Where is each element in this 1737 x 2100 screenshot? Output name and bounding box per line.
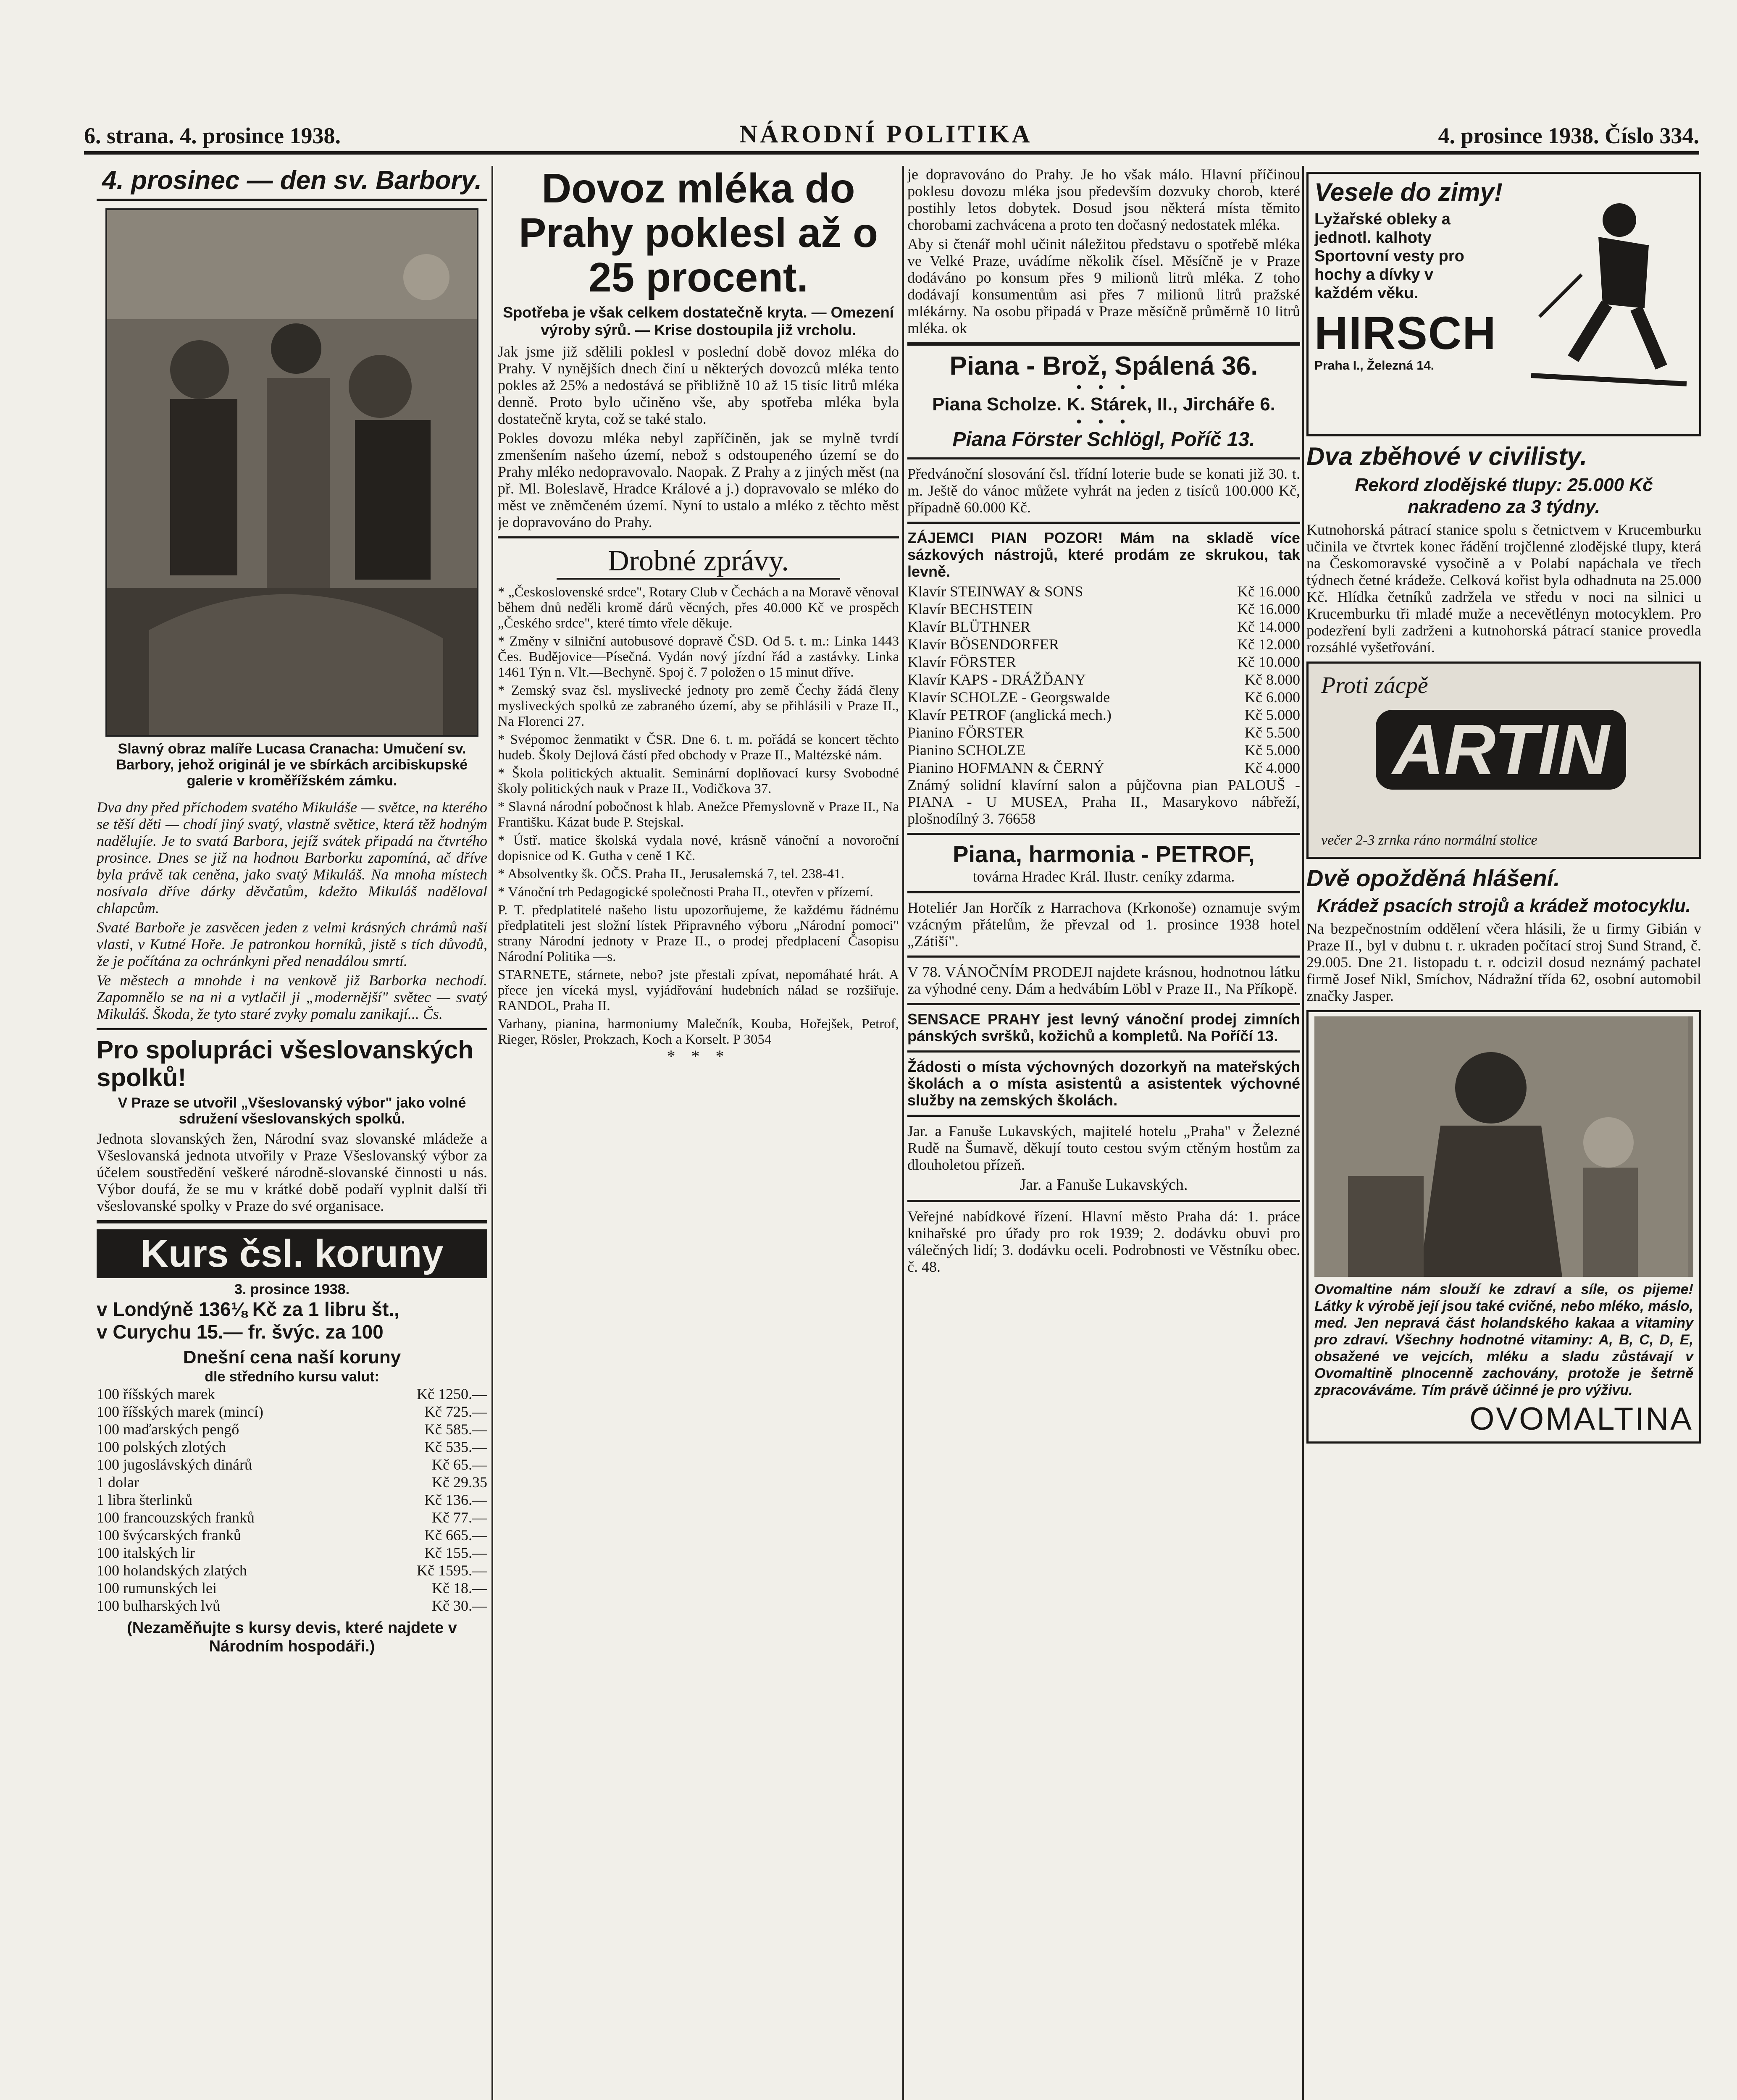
divider — [907, 1200, 1300, 1202]
price-row — [907, 741, 1300, 759]
short-news-item: * Svépomoc ženmatikt v ČSR. Dne 6. t. m. pořádá se koncert těchto hudeb. Školy Dejlová částí před obchody v Praze II., Maltézské nám. — [498, 732, 899, 763]
price-row-label: Klavír FÖRSTER — [907, 654, 1017, 670]
short-news-item: STARNETE, stárnete, nebo? jste přestali zpívat, nepomáhaté hrát. A přece jen víceká mysl, vyjádřování hudebních nálad se rozšiřuje. RANDOL, Praha II. — [498, 967, 899, 1013]
column-rule — [1302, 166, 1304, 2100]
price-row — [97, 1579, 487, 1597]
price-row-value: Kč 16.000 — [1237, 601, 1300, 617]
price-row-label: Pianino HOFMANN & ČERNÝ — [907, 759, 1105, 776]
price-row-label: Klavír SCHOLZE - Georgswalde — [907, 689, 1110, 706]
ovomaltine-illustration — [1314, 1016, 1693, 1277]
paragraph: Aby si čtenář mohl učinit náležitou představu o spotřebě mléka ve Velké Praze, uvádíme několik čísel. Měsíčně je v Praze dodáváno po konsum přes 9 milionů litrů mléka. Z toho dodávají konsumentům asi přes 7 milionů litrů pražské mlékárny. Na osobu připadá v Praze měsíčně průměrně 10 litrů mléka. ok — [907, 236, 1300, 336]
short-news-item: * Slavná národní pobočnost k hlab. Anežce Přemyslovně v Praze II., Na Františku. Kázat bude P. Stejskal. — [498, 799, 899, 830]
ad-hirsch — [1306, 172, 1701, 436]
piano-price-list — [907, 583, 1300, 777]
ad-public-tender: Veřejné nabídkové řízení. Hlavní město Praha dá: 1. práce knihařské pro úřady pro rok 1939; 2. dodávku obuvi pro válečných lidí; 3. dodávku oceli. Podrobnosti ve Věstníku obec. č. 48. — [907, 1208, 1300, 1275]
ad-ovomaltine-brand: OVOMALTINA — [1469, 1401, 1693, 1437]
price-row — [907, 653, 1300, 671]
paragraph: Pokles dovozu mléka nebyl zapříčiněn, jak se mylně tvrdí zmenšením našeho území, nebož s odstoupeného území se do Prahy mléko nedopravovalo. Naopak. Z Prahy a z jiných měst (na př. Ml. Boleslavě, Hradce Králové a j.) dopravovalo se mléko do měst ve zněmčeném území. Nyní to ustalo a mléko z těchto měst je dopravováno do Prahy. — [498, 430, 899, 530]
price-row — [907, 583, 1300, 600]
ad-christmas-sale: V 78. VÁNOČNÍM PRODEJI najdete krásnou, hodnotnou látku za výhodné ceny. Dám a hedvábím Löbl v Praze II., Na Příkopě. — [907, 963, 1300, 997]
short-news-item: * Změny v silniční autobusové dopravě ČSD. Od 5. t. m.: Linka 1443 Čes. Budějovice—Písečná. Vydán nový jízdní řád a zastávky. Linka 1461 Týn n. Vlt.—Bechyně. Spoj č. 7 položen o 15 minut dříve. — [498, 634, 899, 680]
skier-illustration — [1523, 191, 1691, 401]
article-subtitle-deserters: Rekord zlodějské tlupy: 25.000 Kč nakradeno za 3 týdny. — [1355, 475, 1653, 517]
price-row-value: Kč 18.— — [432, 1580, 487, 1596]
price-row-label: Klavír KAPS - DRÁŽĎANY — [907, 671, 1086, 688]
price-row — [907, 635, 1300, 653]
currency-table — [97, 1385, 487, 1614]
divider — [97, 1220, 487, 1223]
column-rule — [491, 166, 493, 2100]
short-news-item: * Škola politických aktualit. Seminární doplňovací kursy Svobodné školy politických nauk v Praze II., Vodičkova 37. — [498, 766, 899, 796]
ad-artin-logo: ARTIN — [1376, 710, 1626, 790]
masthead — [84, 120, 1699, 155]
ad-hirsch-text: Lyžařské obleky a jednotl. kalhoty Sportovní vesty pro hochy a dívky v každém věku. — [1314, 210, 1464, 302]
ad-lukavsky: Jar. a Fanuše Lukavských, majitelé hotelu „Praha" v Železné Rudě na Šumavě, děkují touto cestou svým ctěným hostům za dlouholetou přízeň. — [907, 1123, 1300, 1173]
divider — [907, 342, 1300, 346]
price-row-value: Kč 5.000 — [1245, 742, 1300, 759]
ad-dots: • • • — [1076, 378, 1132, 396]
price-row-label: 100 maďarských pengő — [97, 1421, 239, 1438]
ad-piano-footer: Známý solidní klavírní salon a půjčovna pian PALOUŠ - PIANA - U MUSEA, Praha II., Masarykovo nábřeží, plošnodílný 3. 76658 — [907, 777, 1300, 827]
price-row-label: Klavír BLÜTHNER — [907, 618, 1030, 635]
column-4 — [1306, 166, 1701, 2100]
short-news-item: Varhany, pianina, harmoniumy Malečník, Kouba, Hořejšek, Petrof, Rieger, Rösler, Prokzach, Koch a Korselt. P 3054 — [498, 1016, 899, 1047]
ad-piana-forster: Piana Förster Schlögl, Poříč 13. — [952, 428, 1255, 451]
price-row-label: 100 jugoslávských dinárů — [97, 1456, 252, 1473]
divider — [907, 1003, 1300, 1005]
currency-table-subtitle: dle středního kursu valut: — [205, 1369, 379, 1385]
price-row-value: Kč 12.000 — [1237, 636, 1300, 653]
zurich-rate: v Curychu 15.— fr. švýc. za 100 — [97, 1321, 384, 1343]
ad-piano-offer-intro: ZÁJEMCI PIAN POZOR! Mám na skladě více sázkových nástrojů, které prodám ze skrukou, tak levně. — [907, 529, 1300, 580]
photo-caption: Slavný obraz malíře Lucasa Cranacha: Umučení sv. Barbory, jehož originál je ve sbírkách arcibiskupské galerie v kroměřížském zámku. — [116, 741, 468, 789]
ad-sensace: SENSACE PRAHY jest levný vánoční prodej zimních pánských svršků, kožichů a kompletů. Na Poříčí 13. — [907, 1011, 1300, 1045]
divider — [907, 1115, 1300, 1117]
ad-artin — [1306, 662, 1701, 859]
currency-box-title: Kurs čsl. koruny — [97, 1229, 487, 1278]
price-row — [97, 1385, 487, 1403]
price-row-value: Kč 1250.— — [417, 1386, 487, 1402]
ad-hotel: Hoteliér Jan Horčík z Harrachova (Krkonoše) oznamuje svým vzácným přátelům, že převzal od 1. prosince 1938 hotel „Zátiší". — [907, 899, 1300, 950]
price-row-label: 100 rumunských lei — [97, 1580, 217, 1596]
price-row-label: 100 bulharských lvů — [97, 1597, 220, 1614]
short-news-item: * Absolventky šk. OČS. Praha II., Jerusalemská 7, tel. 238-41. — [498, 866, 844, 882]
price-row-value: Kč 65.— — [432, 1456, 487, 1473]
divider — [498, 536, 899, 538]
ad-piana-scholze: Piana Scholze. K. Stárek, II., Jircháře 6. — [932, 394, 1275, 415]
short-news-list — [498, 585, 899, 1047]
price-row-value: Kč 535.— — [424, 1438, 487, 1455]
price-row — [907, 618, 1300, 635]
column-rule — [902, 166, 904, 2100]
price-row-label: Klavír BÖSENDORFER — [907, 636, 1059, 653]
short-news-item: * Zemský svaz čsl. myslivecké jednoty pro země Čechy žádá členy mysliveckých spolků ze zabraného území, aby se přihlásili v Praze II., Na Florenci 27. — [498, 683, 899, 729]
article-body-late-reports: Na bezpečnostním oddělení včera hlásili, že u firmy Gibián v Praze II., byl v dubnu t. r. ukraden počítací stroj Sund Strand, č. 29.005. Dne 21. listopadu t. r. odcizil dosud neznámý pachatel firmě Josef Nikl, Smíchov, Nádražní třída 62, osobní automobil značky Jasper. — [1306, 920, 1701, 1004]
price-row-value: Kč 77.— — [432, 1509, 487, 1526]
paragraph: Dva dny před příchodem svatého Mikuláše — světce, na kterého se těší děti — chodí jiný svatý, vlastně světice, která těž hodným nadělujíe. Je to svatá Barbora, jejíž svátek připadá na čtvrtého prosince. Dnes se již na hodnou Barborku zapomíná, ač dříve byla právě tak ceněna, jako svatý Mikuláš. Na mnoha místech nosívala dříve dárky děvčatům, kdežto Mikuláš naděloval chlapcům. — [97, 799, 487, 916]
price-row-value: Kč 1595.— — [417, 1562, 487, 1579]
short-news-item: P. T. předplatitelé našeho listu upozorňujeme, že každému řádnému předplatiteli jest složní lístek Připravného výboru „Národní pomoci" strany Národní jednoty v Praze II., o prodej předplacení Časopisu Národní Politika —s. — [498, 903, 899, 964]
paragraph: je dopravováno do Prahy. Je ho však málo. Hlavní příčinou poklesu dovozu mléka jsou především dozvuky chorob, které postihly letos dobytek. Dosud jsou některá místa těmito chorobami zachvácena a proto ten dočasný nedostatek mléka. — [907, 166, 1300, 233]
price-row-value: Kč 155.— — [424, 1544, 487, 1561]
price-row-label: 100 polských zlotých — [97, 1438, 226, 1455]
article-title-deserters: Dva zběhové v civilisty. — [1306, 442, 1587, 470]
price-row-value: Kč 10.000 — [1237, 654, 1300, 670]
column-2 — [498, 166, 899, 2100]
price-row-value: Kč 29.35 — [432, 1474, 487, 1491]
ad-lukavsky-signature: Jar. a Fanuše Lukavských. — [1020, 1176, 1188, 1194]
price-row-label: 1 libra šterlinků — [97, 1491, 192, 1508]
cranach-painting-photo — [105, 208, 478, 737]
ad-artin-bottom: večer 2-3 zrnka ráno normální stolice — [1321, 832, 1537, 848]
newspaper-title: NÁRODNÍ POLITIKA — [739, 120, 1033, 148]
price-row-value: Kč 16.000 — [1237, 583, 1300, 600]
article-subtitle-late-reports: Krádež psacích strojů a krádež motocyklu. — [1317, 895, 1691, 916]
main-headline: Dovoz mléka do Prahy poklesl až o 25 procent. — [518, 166, 878, 300]
paragraph: Svaté Barboře je zasvěcen jeden z velmi krásných chrámů naší vlasti, v Kutné Hoře. Je patronkou horníků, jistě s tích důvodů, že je počítána za ochránkyni před nenadálou smrtí. — [97, 919, 487, 969]
price-row — [907, 759, 1300, 777]
price-row-value: Kč 136.— — [424, 1491, 487, 1508]
currency-table-title: Dnešní cena naší koruny — [183, 1347, 401, 1368]
price-row — [97, 1544, 487, 1562]
paragraph: Ve městech a mnohde i na venkově již Barborka nechodí. Zapomnělo se na ni a vytlačil ji „modernější" světec — svatý Mikuláš. Škoda, že tyto staré zvyky pomalu zanikají... Čs. — [97, 972, 487, 1022]
price-row-value: Kč 8.000 — [1245, 671, 1300, 688]
article-title-late-reports: Dvě opožděná hlášení. — [1306, 865, 1560, 891]
price-row-value: Kč 6.000 — [1245, 689, 1300, 706]
ad-harmonia-title: Piana, harmonia - PETROF, — [953, 841, 1255, 867]
price-row-label: 100 francouzských franků — [97, 1509, 255, 1526]
price-row-label: 100 holandských zlatých — [97, 1562, 247, 1579]
price-row — [907, 724, 1300, 741]
price-row — [97, 1420, 487, 1438]
price-row-label: Klavír PETROF (anglická mech.) — [907, 706, 1112, 723]
price-row-value: Kč 5.500 — [1245, 724, 1300, 741]
price-row-value: Kč 14.000 — [1237, 618, 1300, 635]
currency-note: (Nezaměňujte s kursy devis, které najdete v Národním hospodáři.) — [127, 1619, 457, 1655]
price-row — [97, 1526, 487, 1544]
ad-ovomaltine-text: Ovomaltine nám slouží ke zdraví a síle, os pijeme! Látky k výrobě její jsou také cvičné, nebo mléko, máslo, med. Jen nepravá část holandského kakaa a vitaminy pro zdraví. Všechny hodnotné vitaminy: A, B, C, D, E, obsažené ve vejcích, mléku a sladu zůstávají v Ovomaltině plnocenně zachovány, protože je šetrně zpracováváme. Tím právě účinné je pro výživu. — [1314, 1281, 1693, 1398]
ad-applications: Žádosti o místa výchovných dozorkyň na mateřských školách a o místa asistentů a asistentek výchovné služby na zemských školách. — [907, 1058, 1300, 1109]
article-body-deserters: Kutnohorská pátrací stanice spolu s četnictvem v Krucemburku učinila ve čtvrtek konec řádění trojčlenné zlodějské tlupy, která na Českomoravské vysočině a v Polabí napáchala ve třech týdnech četné krádeže. Celková kořist byla odhadnuta na 25.000 Kč. Hlídka četníků zadržela ve středu v noci na silnici u Krucemburku tři mladé muže a necevětlényn motocyklem. Pro podezření byli zadrženi a kutnohorská pátrací stanice provedla rozsáhlé vyšetřování. — [1306, 521, 1701, 656]
article-heading-barbora: 4. prosinec — den sv. Barbory. — [97, 166, 487, 201]
ad-hirsch-address: Praha I., Železná 14. — [1314, 359, 1435, 373]
price-row — [97, 1456, 487, 1473]
ad-harmonia-sub: továrna Hradec Král. Ilustr. ceníky zdarma. — [972, 868, 1235, 885]
divider — [97, 1028, 487, 1030]
divider — [907, 1050, 1300, 1053]
price-row-value: Kč 5.000 — [1245, 706, 1300, 723]
price-row — [907, 688, 1300, 706]
ad-piana-broz: Piana - Brož, Spálená 36. — [949, 352, 1258, 381]
divider — [907, 891, 1300, 893]
issue-date-number: 4. prosince 1938. Číslo 334. — [1438, 123, 1699, 148]
column-3 — [907, 166, 1300, 2100]
price-row — [97, 1597, 487, 1614]
short-news-item: * Vánoční trh Pedagogické společnosti Praha II., otevřen v přízemí. — [498, 885, 873, 900]
price-row-label: 100 říšských marek — [97, 1386, 215, 1402]
short-news-item: * Ústř. matice školská vydala nové, krásně vánoční a novoroční dopisnice od K. Gutha v ceně 1 Kč. — [498, 833, 899, 864]
page-number-date: 6. strana. 4. prosince 1938. — [84, 123, 341, 148]
price-row-value: Kč 4.000 — [1245, 759, 1300, 776]
article-title-slavic: Pro spolupráci všeslovanských spolků! — [97, 1036, 474, 1092]
price-row — [907, 706, 1300, 724]
short-news-item: * „Československé srdce", Rotary Club v Čechách a na Moravě věnoval během dnů neděli kromě dárů věcných, přes 40.000 Kč ve prospěch „Českého srdce", které tímto vřele děkuje. — [498, 585, 899, 631]
london-rate: v Londýně 136⅛ Kč za 1 libru št., — [97, 1298, 399, 1320]
divider — [907, 833, 1300, 835]
ad-hirsch-slogan: Vesele do zimy! — [1314, 178, 1503, 206]
price-row-label: 100 italských lir — [97, 1544, 195, 1561]
article-subtitle: V Praze se utvořil „Všeslovanský výbor" jako volné sdružení všeslovanských spolků. — [118, 1095, 466, 1127]
price-row — [907, 671, 1300, 688]
article-body: Jednota slovanských žen, Národní svaz slovanské mládeže a Všeslovanská jednota utvořily v Praze Všeslovanský výbor za účelem soustředění veškeré národně-slovanské činnosti u nás. Výbor doufá, že se mu v krátké době podaří vyplnit další tři všeslovanské spolky v Praze do své organisace. — [97, 1130, 487, 1214]
price-row — [97, 1403, 487, 1420]
section-end-dots: * * * — [667, 1047, 730, 1066]
price-row — [97, 1438, 487, 1456]
price-row-value: Kč 665.— — [424, 1527, 487, 1544]
price-row — [97, 1491, 487, 1509]
divider — [907, 956, 1300, 958]
ad-dots: • • • — [1076, 412, 1132, 431]
main-subheadline: Spotřeba je však celkem dostatečně kryta. — Omezení výroby sýrů. — Krise dostoupila již vrcholu. — [503, 304, 894, 339]
price-row-value: Kč 30.— — [432, 1597, 487, 1614]
ad-hirsch-logo: HIRSCH — [1314, 307, 1497, 359]
currency-date: 3. prosince 1938. — [234, 1281, 350, 1297]
price-row-label: 1 dolar — [97, 1474, 139, 1491]
price-row — [97, 1509, 487, 1526]
price-row — [97, 1473, 487, 1491]
price-row — [907, 600, 1300, 618]
price-row-label: Klavír BECHSTEIN — [907, 601, 1033, 617]
price-row — [97, 1562, 487, 1579]
price-row-label: Klavír STEINWAY & SONS — [907, 583, 1083, 600]
price-row-value: Kč 725.— — [424, 1403, 487, 1420]
ad-artin-top: Proti zácpě — [1321, 672, 1428, 698]
divider — [907, 522, 1300, 524]
price-row-label: Pianino SCHOLZE — [907, 742, 1026, 759]
price-row-label: 100 švýcarských franků — [97, 1527, 241, 1544]
ad-lottery-text: Předvánoční slosování čsl. třídní loterie bude se konati již 30. t. m. Ještě do vánoc můžete vyhrát na jeden z tisíců 100.000 Kč, případně 60.000 Kč. — [907, 465, 1300, 516]
ad-ovomaltine — [1306, 1010, 1701, 1444]
paragraph: Jak jsme již sdělili poklesl v poslední době dovoz mléka do Prahy. V nynějších dnech činí u některých dovozců mléka tento pokles až 25% a nedostává se přibližně 10 až 15 tisíc litrů mléka denně. Proto bylo učiněno vše, aby spotřeba mléka byla dostatečně kryta, což se také stalo. — [498, 343, 899, 427]
price-row-label: 100 říšských marek (mincí) — [97, 1403, 263, 1420]
column-1 — [97, 166, 487, 2100]
divider — [907, 457, 1300, 459]
price-row-label: Pianino FÖRSTER — [907, 724, 1024, 741]
short-news-title: Drobné zprávy. — [557, 544, 840, 580]
price-row-value: Kč 585.— — [424, 1421, 487, 1438]
